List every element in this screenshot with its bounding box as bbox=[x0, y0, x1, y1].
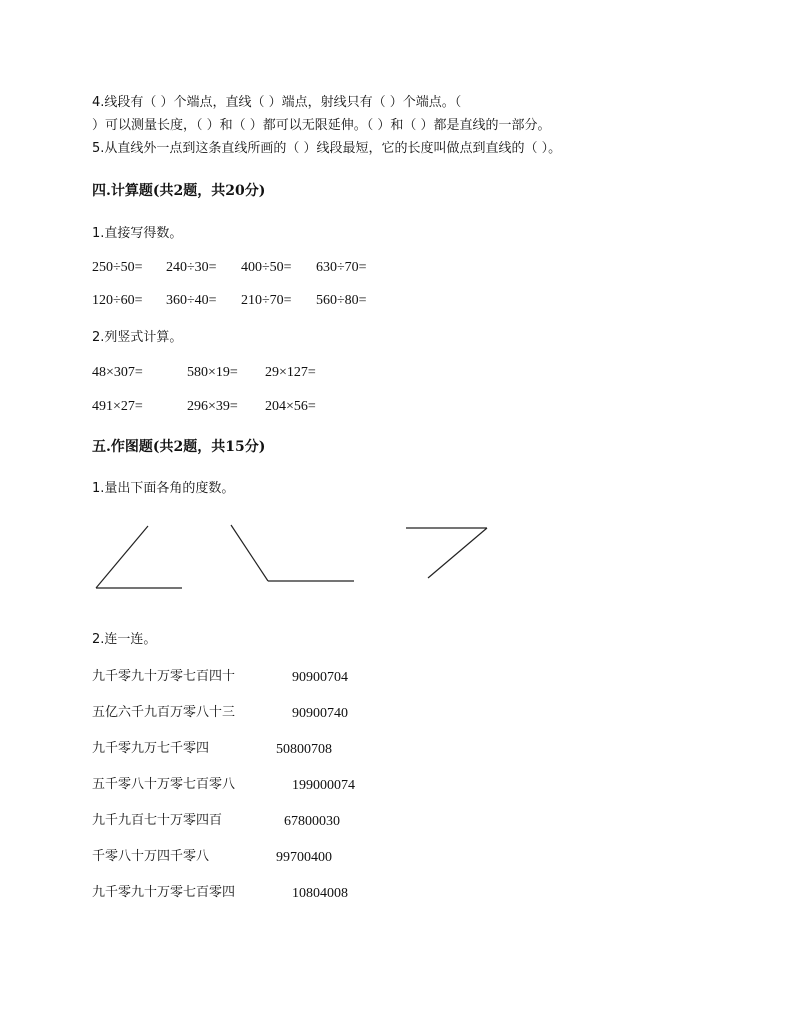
match-number-item: 50800708 bbox=[276, 742, 332, 757]
calc-item: 250÷50= bbox=[92, 260, 143, 275]
section5-heading: 五.作图题(共2题，共15分) bbox=[92, 439, 266, 455]
match-words-item: 五亿六千九百万零八十三 bbox=[92, 705, 236, 720]
calc-item: 120÷60= bbox=[92, 293, 143, 308]
vertical-calc-item: 491×27= bbox=[92, 399, 143, 414]
calc-q1-title: 1.直接写得数。 bbox=[92, 226, 183, 241]
vertical-calc-item: 29×127= bbox=[265, 365, 316, 380]
section4-heading: 四.计算题(共2题，共20分) bbox=[92, 183, 266, 199]
q5-line: 5.从直线外一点到这条直线所画的（ ）线段最短，它的长度叫做点到直线的（ ）。 bbox=[92, 141, 562, 156]
angle-3-ray-slanted bbox=[428, 528, 487, 578]
calc-item: 360÷40= bbox=[166, 293, 217, 308]
vertical-calc-item: 296×39= bbox=[187, 399, 238, 414]
match-words-item: 九千零九十万零七百四十 bbox=[92, 669, 236, 684]
match-number-item: 199000074 bbox=[292, 778, 355, 793]
angle-2 bbox=[231, 525, 354, 581]
calc-q2-title: 2.列竖式计算。 bbox=[92, 330, 183, 345]
angle-1-ray-slanted bbox=[96, 526, 148, 588]
match-words-item: 九千零九十万零七百零四 bbox=[92, 885, 236, 900]
draw-q2-title: 2.连一连。 bbox=[92, 632, 157, 647]
match-words-item: 千零八十万四千零八 bbox=[92, 849, 210, 864]
vertical-calc-item: 580×19= bbox=[187, 365, 238, 380]
calc-item: 560÷80= bbox=[316, 293, 367, 308]
match-words-item: 九千九百七十万零四百 bbox=[92, 813, 223, 828]
match-number-item: 10804008 bbox=[292, 886, 348, 901]
angle-2-ray-slanted bbox=[231, 525, 268, 581]
calc-item: 630÷70= bbox=[316, 260, 367, 275]
q4-line1: 4.线段有（ ）个端点，直线（ ）端点，射线只有（ ）个端点。（ bbox=[92, 95, 462, 110]
vertical-calc-item: 204×56= bbox=[265, 399, 316, 414]
vertical-calc-item: 48×307= bbox=[92, 365, 143, 380]
calc-item: 210÷70= bbox=[241, 293, 292, 308]
draw-q1-title: 1.量出下面各角的度数。 bbox=[92, 481, 235, 496]
match-words-item: 五千零八十万零七百零八 bbox=[92, 777, 236, 792]
q4-line2: ）可以测量长度，（ ）和（ ）都可以无限延伸。（ ）和（ ）都是直线的一部分。 bbox=[92, 118, 551, 133]
match-number-item: 90900740 bbox=[292, 706, 348, 721]
angle-1 bbox=[96, 526, 182, 588]
calc-item: 240÷30= bbox=[166, 260, 217, 275]
match-words-item: 九千零九万七千零四 bbox=[92, 741, 210, 756]
match-number-item: 99700400 bbox=[276, 850, 332, 865]
calc-item: 400÷50= bbox=[241, 260, 292, 275]
angle-3 bbox=[406, 528, 487, 578]
match-number-item: 90900704 bbox=[292, 670, 348, 685]
match-number-item: 67800030 bbox=[284, 814, 340, 829]
